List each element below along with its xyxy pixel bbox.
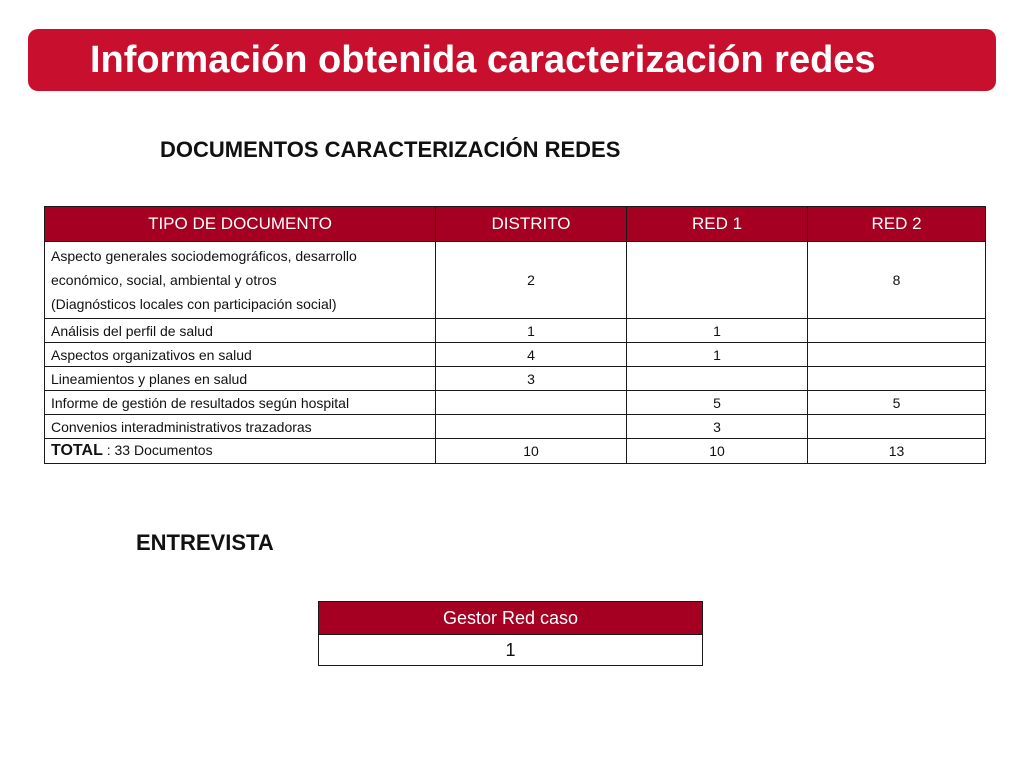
cell-distrito: 3 (436, 367, 627, 391)
cell-red-1: 3 (627, 415, 808, 439)
row-label: Convenios interadministrativos trazadoras (45, 415, 436, 439)
row-label-line: (Diagnósticos locales con participación social) (51, 296, 337, 312)
row-label-line: económico, social, ambiental y otros (51, 272, 277, 288)
cell-distrito (436, 391, 627, 415)
interview-table-header-row (319, 602, 703, 635)
table-row (319, 635, 703, 666)
cell-distrito: 1 (436, 319, 627, 343)
documents-table-header-row (45, 207, 986, 242)
total-label-count: : 33 Documentos (102, 442, 213, 458)
header-red-1: RED 1 (627, 207, 808, 242)
header-red-2: RED 2 (808, 207, 986, 242)
cell-red-2 (808, 343, 986, 367)
cell-red-2 (808, 319, 986, 343)
cell-red-2: 8 (808, 242, 986, 319)
table-row (45, 319, 986, 343)
cell-red-1: 1 (627, 319, 808, 343)
row-label (45, 242, 436, 319)
table-row (45, 242, 986, 319)
cell-distrito: 2 (436, 242, 627, 319)
header-distrito: DISTRITO (436, 207, 627, 242)
documents-heading: DOCUMENTOS CARACTERIZACIÓN REDES (160, 137, 621, 162)
cell-red-1 (627, 242, 808, 319)
interview-heading: ENTREVISTA (136, 530, 274, 555)
row-label: Lineamientos y planes en salud (45, 367, 436, 391)
total-red-2: 13 (808, 439, 986, 464)
documents-table (44, 206, 986, 464)
cell-distrito (436, 415, 627, 439)
table-row (45, 367, 986, 391)
total-row (45, 439, 986, 464)
cell-gestor-value: 1 (319, 635, 703, 666)
cell-red-1: 1 (627, 343, 808, 367)
table-row (45, 343, 986, 367)
total-distrito: 10 (436, 439, 627, 464)
row-label: Informe de gestión de resultados según hospital (45, 391, 436, 415)
slide-title: Información obtenida caracterización redes (90, 38, 876, 81)
header-gestor-red-caso: Gestor Red caso (319, 602, 703, 635)
header-tipo-documento: TIPO DE DOCUMENTO (45, 207, 436, 242)
row-label: Aspectos organizativos en salud (45, 343, 436, 367)
row-label-line: Aspecto generales sociodemográficos, desarrollo (51, 248, 357, 264)
total-label-strong: TOTAL (51, 442, 103, 459)
cell-red-2 (808, 415, 986, 439)
total-label (45, 439, 436, 464)
slide-title-bar (28, 29, 996, 91)
cell-red-2 (808, 367, 986, 391)
row-label: Análisis del perfil de salud (45, 319, 436, 343)
total-red-1: 10 (627, 439, 808, 464)
cell-red-1 (627, 367, 808, 391)
interview-table (318, 601, 703, 666)
table-row (45, 415, 986, 439)
table-row (45, 391, 986, 415)
cell-red-2: 5 (808, 391, 986, 415)
cell-distrito: 4 (436, 343, 627, 367)
cell-red-1: 5 (627, 391, 808, 415)
